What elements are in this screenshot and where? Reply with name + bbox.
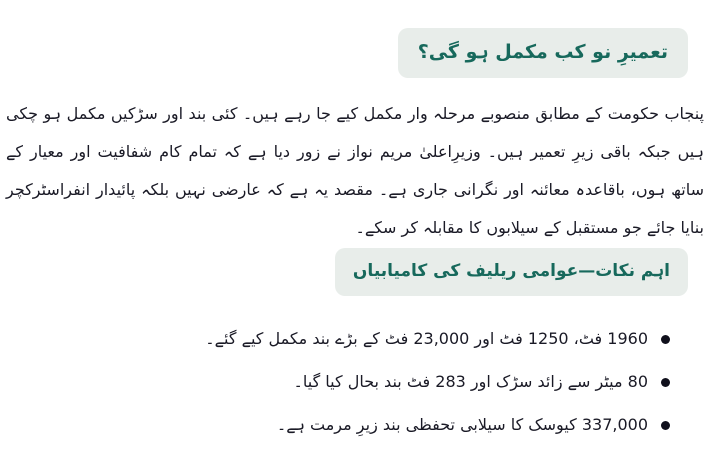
bullet-icon bbox=[661, 335, 670, 344]
list-item-text: 80 میٹر سے زائد سڑک اور 283 فٹ بند بحال کیا گیا۔ bbox=[293, 372, 648, 391]
list-item bbox=[40, 328, 670, 350]
section-heading-badge-key-points: اہم نکات—عوامی ریلیف کی کامیابیاں bbox=[335, 248, 688, 296]
bullet-icon bbox=[661, 421, 670, 430]
key-points-list bbox=[40, 328, 670, 457]
section-heading-badge-reconstruction: تعمیرِ نو کب مکمل ہو گی؟ bbox=[398, 28, 688, 78]
list-item-text: 337,000 کیوسک کا سیلابی تحفظی بند زیرِ مرمت ہے۔ bbox=[276, 415, 648, 434]
body-paragraph: پنجاب حکومت کے مطابق منصوبے مرحلہ وار مکمل کیے جا رہے ہیں۔ کئی بند اور سڑکیں مکمل ہو چکی ہیں جبکہ باقی زیرِ تعمیر ہیں۔ وزیرِاعلیٰ مریم نواز نے زور دیا ہے کہ تمام کام شفافیت اور معیار کے ساتھ ہوں، باقاعدہ معائنہ اور نگرانی جاری ہے۔ مقصد یہ ہے کہ عارضی نہیں بلکہ پائیدار انفراسٹرکچر بنایا جائے جو مستقبل کے سیلابوں کا مقابلہ کر سکے۔ bbox=[6, 104, 704, 237]
list-item bbox=[40, 414, 670, 436]
list-item bbox=[40, 371, 670, 393]
bullet-icon bbox=[661, 378, 670, 387]
list-item-text: 1960 فٹ، 1250 فٹ اور 23,000 فٹ کے بڑے بند مکمل کیے گئے۔ bbox=[205, 329, 648, 348]
